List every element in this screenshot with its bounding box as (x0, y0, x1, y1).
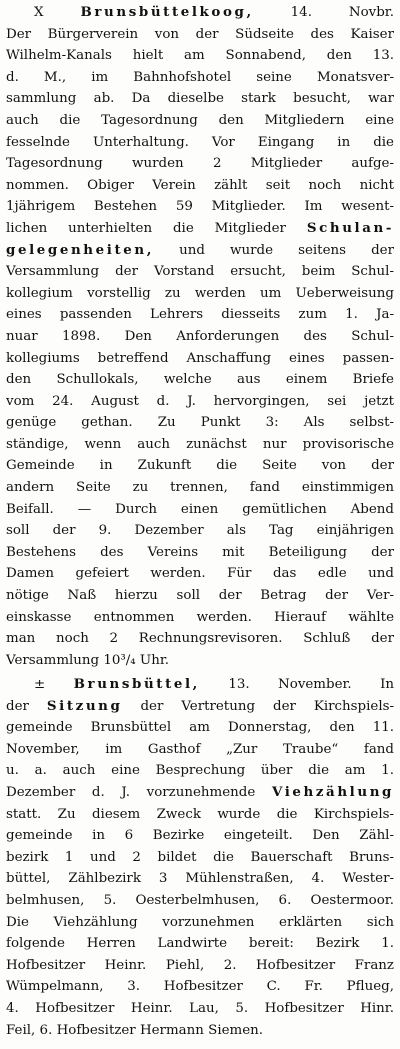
text-run: Gemeinde in Zukunft die Seite von der (6, 458, 394, 474)
text-run: der Vertretung der Kirchspiels- (122, 698, 394, 714)
text-run: bezirk 1 und 2 bildet die Bauerschaft Bruns- (6, 849, 394, 865)
text-run: lichen unterhielten die Mitglieder (6, 220, 307, 236)
text-line (6, 976, 394, 998)
text-line (6, 1020, 394, 1042)
article-brunsbuettelkoog (6, 2, 394, 671)
text-line (6, 717, 394, 739)
text-line (6, 88, 394, 110)
text-line (6, 369, 394, 391)
text-run: den Schullokals, welche aus einem Briefe (6, 372, 394, 388)
text-line (6, 868, 394, 890)
text-line (6, 240, 394, 262)
spaced-text: Brunsbüttel, (73, 676, 200, 692)
text-run: einskasse entnommen werden. Hierauf wählte (6, 609, 394, 625)
text-run: nötige Naß hierzu soll der Betrag der Ver- (6, 588, 394, 604)
text-line (6, 542, 394, 564)
text-run: auch die Tagesordnung den Mitgliedern eine (6, 112, 394, 128)
text-line (6, 825, 394, 847)
text-run: nuar 1898. Den Anforderungen des Schul- (6, 328, 394, 344)
text-line (6, 110, 394, 132)
text-line (6, 132, 394, 154)
text-run: X (34, 5, 81, 20)
text-run: man noch 2 Rechnungsrevisoren. Schluß der (6, 631, 394, 647)
text-line (6, 261, 394, 283)
text-line (6, 696, 394, 718)
text-line (6, 563, 394, 585)
text-run: Hofbesitzer Heinr. Piehl, 2. Hofbesitzer Franz (6, 957, 394, 973)
text-line (6, 391, 394, 413)
text-run: gemeinde Brunsbüttel am Donnerstag, den 11. (6, 720, 394, 736)
text-run: nommen. Obiger Verein zählt seit noch nicht (6, 177, 394, 193)
text-line (6, 912, 394, 934)
text-run: belmhusen, 5. Oesterbelmhusen, 6. Oestermoor. (6, 892, 394, 908)
text-line (6, 628, 394, 650)
text-run: soll der 9. Dezember als Tag einjährigen (6, 523, 394, 539)
text-run: und wurde seitens der (153, 242, 394, 258)
text-run: der (6, 698, 47, 714)
text-line (6, 412, 394, 434)
text-line (6, 67, 394, 89)
text-run: Wümpelmann, 3. Hofbesitzer C. Fr. Pflueg, (6, 979, 394, 995)
text-run: Der Bürgerverein von der Südseite des Kaiser (6, 26, 394, 42)
text-line (6, 326, 394, 348)
text-run: 4. Hofbesitzer Heinr. Lau, 5. Hofbesitzer Hinr. (6, 1000, 394, 1016)
text-run: gemeinde in 6 Bezirke eingeteilt. Den Zähl- (6, 828, 394, 844)
text-line (6, 434, 394, 456)
spaced-text: gelegenheiten, (6, 241, 154, 258)
text-run: ständige, wenn auch zunächst nur provisorische (6, 436, 394, 452)
text-line (6, 24, 394, 46)
text-run: kollegium vorstellig zu werden um Ueberweisung (6, 285, 394, 301)
text-line (6, 782, 394, 804)
spaced-text: Viehzählung (271, 783, 394, 800)
text-line (6, 218, 394, 240)
text-run: Dezember d. J. vorzunehmende (6, 784, 272, 800)
text-run: andern Seite zu trennen, fand einstimmigen (6, 480, 394, 496)
text-run: Damen gefeiert werden. Für das edle und (6, 566, 394, 582)
text-line (6, 348, 394, 370)
text-line (6, 674, 394, 696)
text-line (6, 650, 394, 672)
text-line (6, 520, 394, 542)
text-run: sammlung ab. Da dieselbe stark besucht, war (6, 91, 394, 107)
text-line (6, 2, 394, 24)
text-run: d. M., im Bahnhofshotel seine Monatsver- (6, 69, 394, 85)
text-line (6, 998, 394, 1020)
text-line (6, 499, 394, 521)
text-line (6, 175, 394, 197)
text-line (6, 45, 394, 67)
spaced-text: Brunsbüttelkoog, (80, 4, 254, 20)
text-run: Die Viehzählung vorzunehmen erklärten sich (6, 914, 394, 930)
text-run: Beifall. — Durch einen gemütlichen Abend (6, 501, 394, 517)
text-run: folgende Herren Landwirte bereit: Bezirk 1. (6, 936, 394, 952)
text-line (6, 760, 394, 782)
text-run: Versammlung 10³/₄ Uhr. (6, 652, 170, 668)
text-run: büttel, Zählbezirk 3 Mühlenstraßen, 4. Wester- (6, 871, 394, 887)
text-run: 14. Novbr. (253, 5, 394, 20)
text-run: u. a. auch eine Besprechung über die am 1. (6, 763, 394, 779)
text-run: Feil, 6. Hofbesitzer Hermann Siemen. (6, 1022, 264, 1038)
text-line (6, 739, 394, 761)
text-run: kollegiums betreffend Anschaffung eines passen- (6, 350, 394, 366)
text-run: ± (34, 677, 74, 692)
text-line (6, 196, 394, 218)
text-run: 13. November. In (199, 677, 394, 692)
text-line (6, 847, 394, 869)
text-line (6, 153, 394, 175)
text-run: statt. Zu diesem Zweck wurde die Kirchspiels- (6, 806, 394, 822)
text-line (6, 455, 394, 477)
text-line (6, 955, 394, 977)
text-run: Wilhelm-Kanals hielt am Sonnabend, den 13. (6, 48, 394, 64)
text-line (6, 585, 394, 607)
text-line (6, 607, 394, 629)
article-brunsbuettel (6, 674, 394, 1041)
text-run: Versammlung der Vorstand ersucht, beim Schul- (6, 264, 394, 280)
text-run: Bestehens des Vereins mit Beteiligung der (6, 544, 394, 560)
text-run: 1jährigem Bestehen 59 Mitglieder. Im wesent- (6, 199, 394, 215)
text-run: vom 24. August d. J. hervorgingen, sei jetzt (6, 393, 394, 409)
text-line (6, 933, 394, 955)
text-line (6, 304, 394, 326)
text-run: genüge gethan. Zu Punkt 3: Als selbst- (6, 415, 394, 431)
text-run: eines passenden Lehrers diesseits zum 1. Ja- (6, 307, 394, 323)
text-line (6, 804, 394, 826)
spaced-text: Sitzung (46, 697, 123, 714)
text-run: Tagesordnung wurden 2 Mitglieder aufge- (6, 156, 394, 172)
text-line (6, 477, 394, 499)
text-line (6, 890, 394, 912)
text-run: November, im Gasthof „Zur Traube“ fand (6, 741, 394, 757)
text-line (6, 283, 394, 305)
text-run: fesselnde Unterhaltung. Vor Eingang in die (6, 134, 394, 150)
spaced-text: Schulan- (306, 219, 394, 236)
